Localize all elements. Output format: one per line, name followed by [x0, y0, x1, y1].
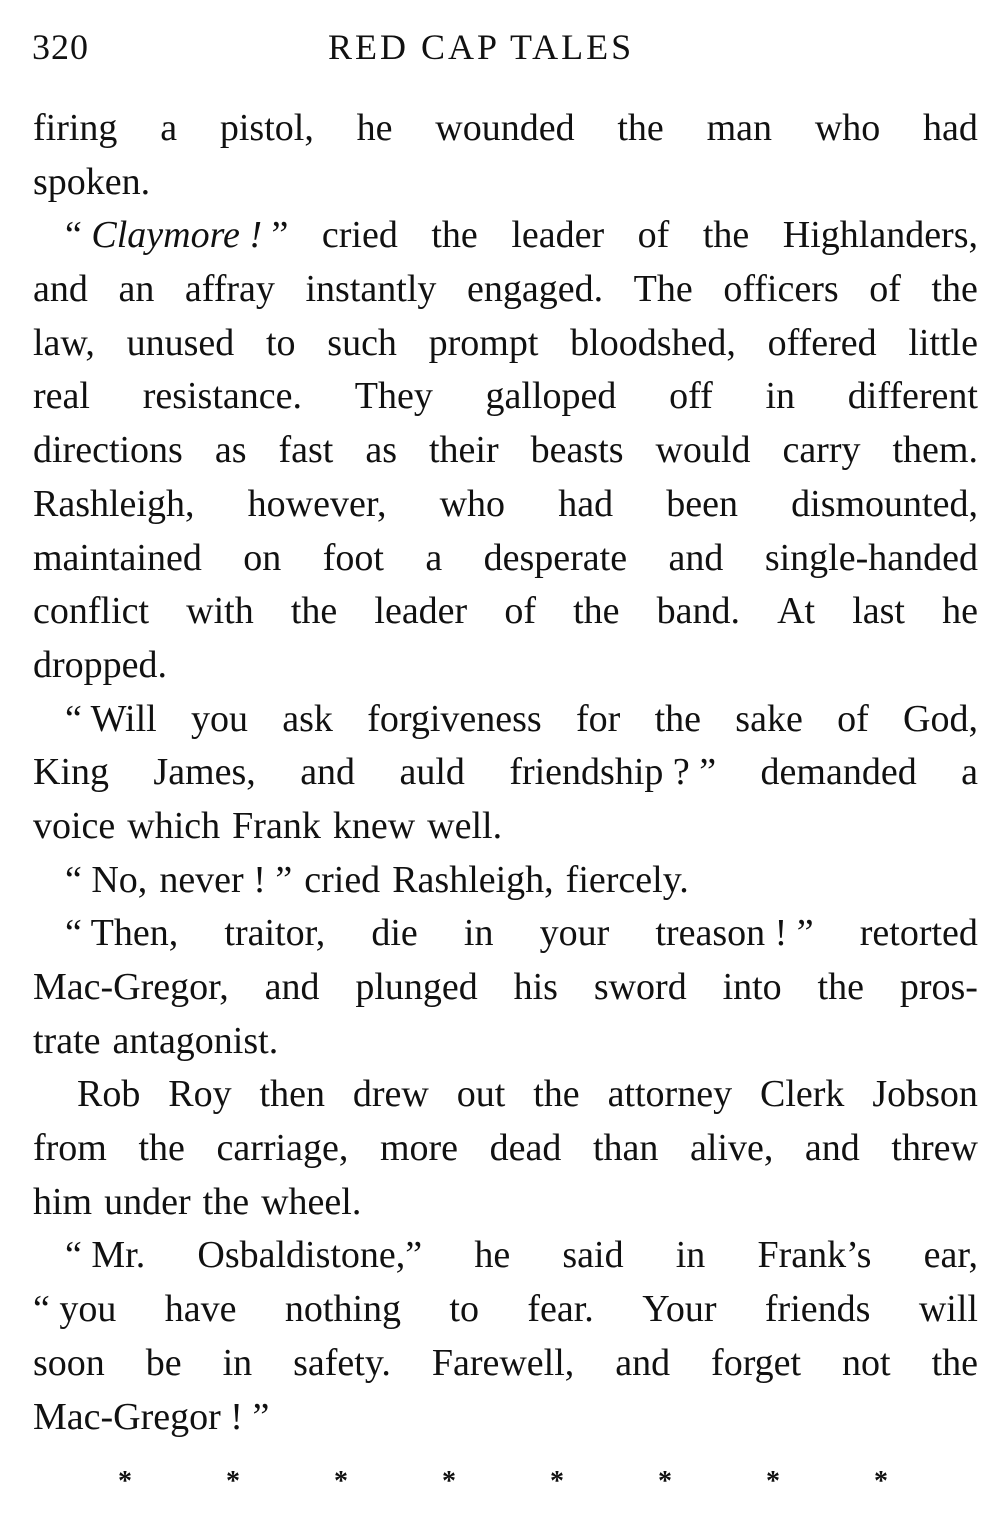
word: be — [145, 1341, 182, 1384]
word: desperate — [483, 536, 628, 579]
word: said — [562, 1234, 624, 1277]
word: threw — [891, 1127, 978, 1170]
word: alive, — [689, 1127, 774, 1170]
word: little — [908, 321, 978, 364]
word: Frank — [232, 804, 321, 847]
word: to — [266, 321, 296, 364]
asterisk-ornament: * — [766, 1466, 780, 1497]
word: the — [431, 214, 478, 257]
word: have — [164, 1288, 237, 1331]
text-line — [33, 317, 978, 371]
word: “ Mr. — [65, 1234, 146, 1277]
word: carry — [782, 429, 861, 472]
word: unused — [126, 321, 235, 364]
word: his — [513, 966, 558, 1008]
word: real — [33, 375, 90, 418]
word: never ! ” — [159, 858, 293, 901]
text-line — [33, 1391, 978, 1445]
text-line — [33, 800, 978, 854]
word: fear. — [527, 1288, 594, 1331]
word: the — [533, 1073, 580, 1116]
word: your — [539, 912, 610, 955]
word: well. — [427, 804, 503, 847]
word: leader — [511, 214, 605, 257]
word: affray — [184, 268, 275, 311]
word: antagonist. — [112, 1019, 279, 1062]
word: a — [425, 536, 443, 579]
word: in — [765, 375, 796, 418]
text-line — [33, 1068, 978, 1122]
word: from — [33, 1127, 107, 1170]
word: for — [575, 697, 621, 740]
page-number: 320 — [32, 27, 89, 67]
word: off — [669, 375, 713, 418]
text-line — [33, 693, 978, 747]
word: in — [675, 1234, 706, 1277]
word: retorted — [859, 912, 978, 955]
word: band. — [656, 590, 740, 633]
word: instantly — [305, 268, 437, 311]
word: of — [504, 590, 536, 633]
word: on — [243, 536, 282, 579]
text-line — [33, 639, 978, 693]
word: will — [918, 1288, 978, 1331]
word: dismounted, — [791, 482, 978, 525]
word: the — [654, 697, 702, 740]
word: had — [923, 107, 978, 149]
word: would — [655, 429, 751, 472]
text-line — [33, 961, 978, 1015]
word: die — [371, 912, 418, 955]
text-line — [33, 102, 978, 156]
word: a — [961, 751, 978, 794]
word: into — [722, 966, 782, 1008]
word: engaged. — [466, 268, 604, 311]
word: Osbaldistone,” — [197, 1234, 423, 1277]
word: At — [777, 590, 816, 633]
text-line — [33, 370, 978, 424]
word: carriage, — [216, 1127, 349, 1170]
word: Clerk — [759, 1073, 845, 1116]
word: pistol, — [219, 107, 314, 149]
word: not — [842, 1341, 891, 1384]
word: as — [214, 429, 247, 472]
word: “ No, — [65, 858, 148, 901]
word: he — [474, 1234, 511, 1277]
word: conflict — [33, 590, 150, 633]
text-line — [33, 263, 978, 317]
word: he — [942, 590, 978, 633]
word: however, — [247, 482, 387, 525]
word: such — [327, 321, 397, 364]
word: fast — [278, 429, 334, 472]
word: Mac-Gregor ! ” — [33, 1395, 270, 1438]
word: beasts — [530, 429, 624, 472]
text-line — [33, 1015, 978, 1069]
word: dead — [489, 1127, 562, 1170]
word: fiercely. — [565, 858, 689, 901]
text-line — [33, 585, 978, 639]
word: prompt — [428, 321, 539, 364]
section-break-asterisks — [118, 1462, 888, 1502]
word: with — [186, 590, 254, 633]
word: and — [668, 536, 724, 579]
word: than — [592, 1127, 659, 1170]
word: resistance. — [142, 375, 302, 418]
asterisk-ornament: * — [334, 1466, 348, 1497]
word: safety. — [293, 1341, 391, 1384]
word: under — [104, 1180, 191, 1223]
word: Rashleigh, — [33, 482, 195, 525]
body-text — [33, 102, 978, 1444]
asterisk-ornament: * — [442, 1466, 456, 1497]
word: nothing — [284, 1288, 402, 1331]
word: the — [202, 1180, 250, 1223]
word: as — [365, 429, 397, 472]
text-line — [33, 746, 978, 800]
word: forget — [711, 1341, 802, 1384]
word: trate — [33, 1019, 101, 1062]
asterisk-ornament: * — [874, 1466, 888, 1497]
text-line — [33, 532, 978, 586]
word: out — [456, 1073, 506, 1116]
word: last — [852, 590, 905, 633]
text-line — [33, 478, 978, 532]
word: the — [702, 214, 750, 257]
word: him — [33, 1180, 93, 1223]
word: spoken. — [33, 160, 151, 203]
word: demanded — [760, 751, 917, 794]
word: “ Will — [65, 697, 157, 740]
text-line — [33, 424, 978, 478]
word: Jobson — [872, 1073, 978, 1116]
word: bloodshed, — [570, 321, 736, 364]
page-header — [32, 22, 978, 78]
word: and — [264, 966, 320, 1008]
word: wheel. — [261, 1180, 362, 1223]
word: an — [118, 268, 155, 311]
asterisk-ornament: * — [226, 1466, 240, 1497]
word: you — [190, 697, 248, 740]
word: friends — [764, 1288, 871, 1331]
word: the — [931, 1341, 978, 1384]
word: of — [837, 697, 869, 740]
word: law, — [33, 321, 95, 364]
word: directions — [33, 429, 183, 472]
word: ask — [282, 697, 333, 740]
word: the — [290, 590, 338, 633]
word: and — [615, 1341, 671, 1384]
asterisk-ornament: * — [658, 1466, 672, 1497]
word: drew — [352, 1073, 429, 1116]
word: maintained — [33, 536, 202, 579]
word: They — [354, 375, 433, 418]
word: man — [706, 107, 773, 149]
word: Your — [642, 1288, 717, 1331]
word: and — [33, 268, 88, 311]
word: who — [439, 482, 506, 525]
word: Roy — [168, 1073, 232, 1116]
italic-word: Claymore ! — [91, 214, 262, 257]
word: friendship ? ” — [509, 751, 717, 794]
word: attorney — [607, 1073, 733, 1116]
word: who — [814, 107, 881, 149]
word: Highlanders, — [782, 214, 978, 257]
word: foot — [322, 536, 384, 579]
word: leader — [374, 590, 468, 633]
word: to — [449, 1288, 479, 1331]
word: which — [127, 804, 221, 847]
word: single-handed — [764, 536, 978, 579]
text-line — [33, 1176, 978, 1230]
word: officers — [723, 268, 839, 311]
word: Farewell, — [431, 1341, 575, 1384]
word: more — [379, 1127, 459, 1170]
word: auld — [399, 751, 465, 794]
word: Mac-Gregor, — [33, 966, 229, 1008]
word: “ Claymore ! ” — [65, 214, 289, 257]
word: Rob — [77, 1073, 141, 1116]
word: ear, — [923, 1234, 978, 1277]
word: and — [804, 1127, 860, 1170]
word: them. — [892, 429, 978, 472]
word: he — [356, 107, 393, 149]
word: the — [931, 268, 978, 311]
word: wounded — [435, 107, 575, 149]
word: of — [637, 214, 670, 257]
text-line — [33, 1337, 978, 1391]
word: been — [666, 482, 738, 525]
word: dropped. — [33, 643, 168, 686]
text-line — [33, 1229, 978, 1283]
word: different — [847, 375, 978, 418]
word: the — [138, 1127, 185, 1170]
word: offered — [767, 321, 877, 364]
word: their — [428, 429, 499, 472]
word: “ Then, — [65, 912, 179, 955]
word: treason ! ” — [655, 912, 814, 955]
word: “ you — [33, 1288, 117, 1331]
text-line — [33, 854, 978, 908]
asterisk-ornament: * — [118, 1466, 132, 1497]
word: voice — [33, 804, 116, 847]
text-line — [33, 907, 978, 961]
word: galloped — [485, 375, 617, 418]
asterisk-ornament: * — [550, 1466, 564, 1497]
word: James, — [153, 751, 256, 794]
word: sword — [593, 966, 687, 1008]
word: knew — [332, 804, 416, 847]
word: had — [558, 482, 614, 525]
word: the — [817, 966, 864, 1008]
word: in — [463, 912, 494, 955]
word: Frank’s — [757, 1234, 872, 1277]
word: The — [633, 268, 693, 311]
word: the — [573, 590, 620, 633]
word: cried — [304, 858, 381, 901]
word: and — [300, 751, 356, 794]
word: Rashleigh, — [392, 858, 554, 901]
word: then — [259, 1073, 325, 1116]
word: King — [33, 751, 109, 794]
text-line — [33, 209, 978, 263]
word: pros- — [899, 966, 978, 1008]
text-line — [33, 1122, 978, 1176]
word: plunged — [355, 966, 478, 1008]
word: sake — [735, 697, 803, 740]
word: traitor, — [224, 912, 326, 955]
word: firing — [33, 107, 118, 149]
word: forgiveness — [367, 697, 542, 740]
word: cried — [321, 214, 398, 257]
word: soon — [33, 1341, 105, 1384]
word: of — [869, 268, 901, 311]
word: the — [617, 107, 664, 149]
running-head: RED CAP TALES — [328, 27, 635, 67]
word: a — [160, 107, 178, 149]
text-line — [33, 1283, 978, 1337]
text-line — [33, 156, 978, 210]
word: God, — [903, 697, 978, 740]
word: in — [222, 1341, 253, 1384]
